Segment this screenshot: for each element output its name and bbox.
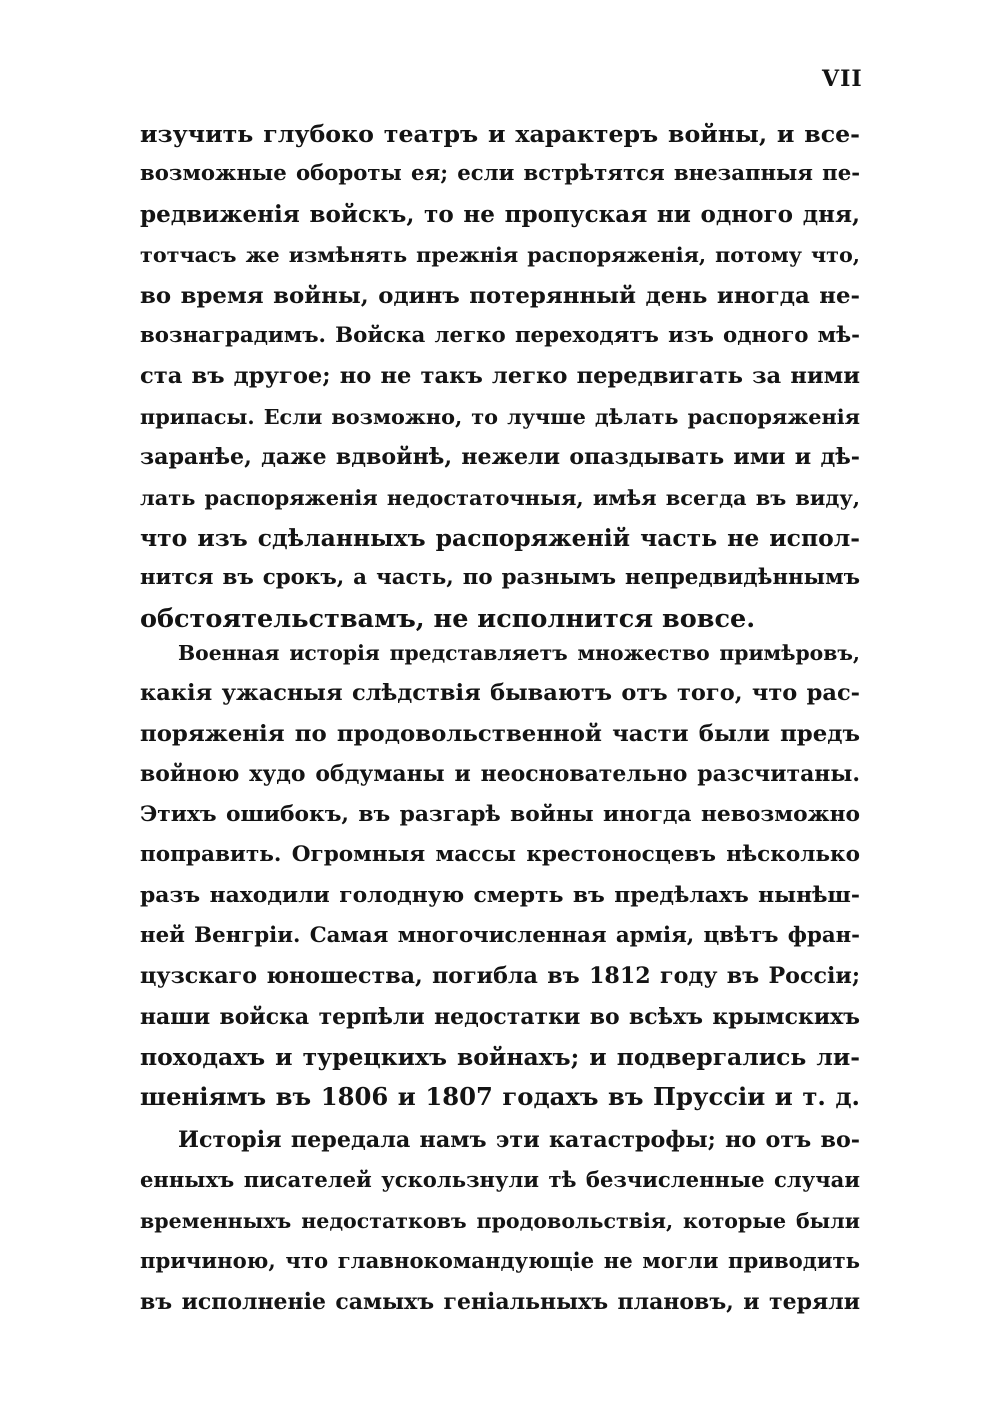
- text-line: въ исполненіе самыхъ геніальныхъ плановъ, и теряли: [140, 1288, 860, 1315]
- text-line: заранѣе, даже вдвойнѣ, нежели опаздывать ими и дѣ-: [140, 444, 860, 471]
- text-line: Военная исторія представляетъ множество примѣровъ,: [178, 641, 860, 665]
- text-line: нится въ срокъ, а часть, по разнымъ непредвидѣннымъ: [140, 565, 860, 591]
- text-line: временныхъ недостатковъ продовольствія, которые были: [140, 1208, 860, 1233]
- text-line: лать распоряженія недостаточныя, имѣя всегда въ виду,: [140, 484, 860, 510]
- text-line: обстоятельствамъ, не исполнится вовсе.: [140, 603, 756, 634]
- text-line: ста въ другое; но не такъ легко передвигать за ними: [140, 363, 860, 390]
- text-line: войною худо обдуманы и неосновательно разсчитаны.: [140, 761, 860, 788]
- text-line: вознаградимъ. Войска легко переходятъ изъ одного мѣ-: [140, 322, 860, 348]
- text-line: редвиженія войскъ, то не пропуская ни одного дня,: [140, 200, 860, 228]
- text-line: припасы. Если возможно, то лучше дѣлать распоряженія: [140, 403, 860, 429]
- paragraph-3: [140, 1120, 860, 1322]
- text-line: тотчасъ же измѣнять прежнія распоряженія, потому что,: [140, 243, 860, 268]
- text-line: какія ужасныя слѣдствія бываютъ отъ того, что рас-: [140, 680, 860, 707]
- text-line: шеніямъ въ 1806 и 1807 годахъ въ Пруссіи и т. д.: [140, 1082, 860, 1112]
- text-line: возможные обороты ея; если встрѣтятся внезапныя пе-: [140, 161, 860, 187]
- page-number: VII: [822, 66, 863, 92]
- text-line: изучить глубоко театръ и характеръ войны, и все-: [140, 120, 860, 148]
- text-line: причиною, что главнокомандующіе не могли приводить: [140, 1248, 860, 1274]
- text-line: Исторія передала намъ эти катастрофы; но отъ во-: [178, 1127, 860, 1153]
- text-line: ней Венгріи. Самая многочисленная армія, цвѣтъ фран-: [140, 922, 860, 948]
- text-line: во время войны, одинъ потерянный день иногда не-: [140, 282, 860, 309]
- paragraph-2: [140, 633, 860, 1118]
- text-line: енныхъ писателей ускользнули тѣ безчисленные случаи: [140, 1167, 860, 1193]
- text-line: походахъ и турецкихъ войнахъ; и подвергались ли-: [140, 1042, 860, 1071]
- text-line: что изъ сдѣланныхъ распоряженій часть не испол-: [140, 523, 860, 552]
- text-line: разъ находили голодную смерть въ предѣлахъ нынѣш-: [140, 882, 860, 909]
- text-line: Этихъ ошибокъ, въ разгарѣ войны иногда невозможно: [140, 801, 860, 827]
- text-line: цузскаго юношества, погибла въ 1812 году въ Россіи;: [140, 963, 860, 990]
- text-line: поправить. Огромныя массы крестоносцевъ нѣсколько: [140, 841, 860, 867]
- text-line: поряженія по продовольственной части были предъ: [140, 720, 860, 747]
- paragraph-1: [140, 114, 860, 639]
- text-line: наши войска терпѣли недостатки во всѣхъ крымскихъ: [140, 1003, 860, 1030]
